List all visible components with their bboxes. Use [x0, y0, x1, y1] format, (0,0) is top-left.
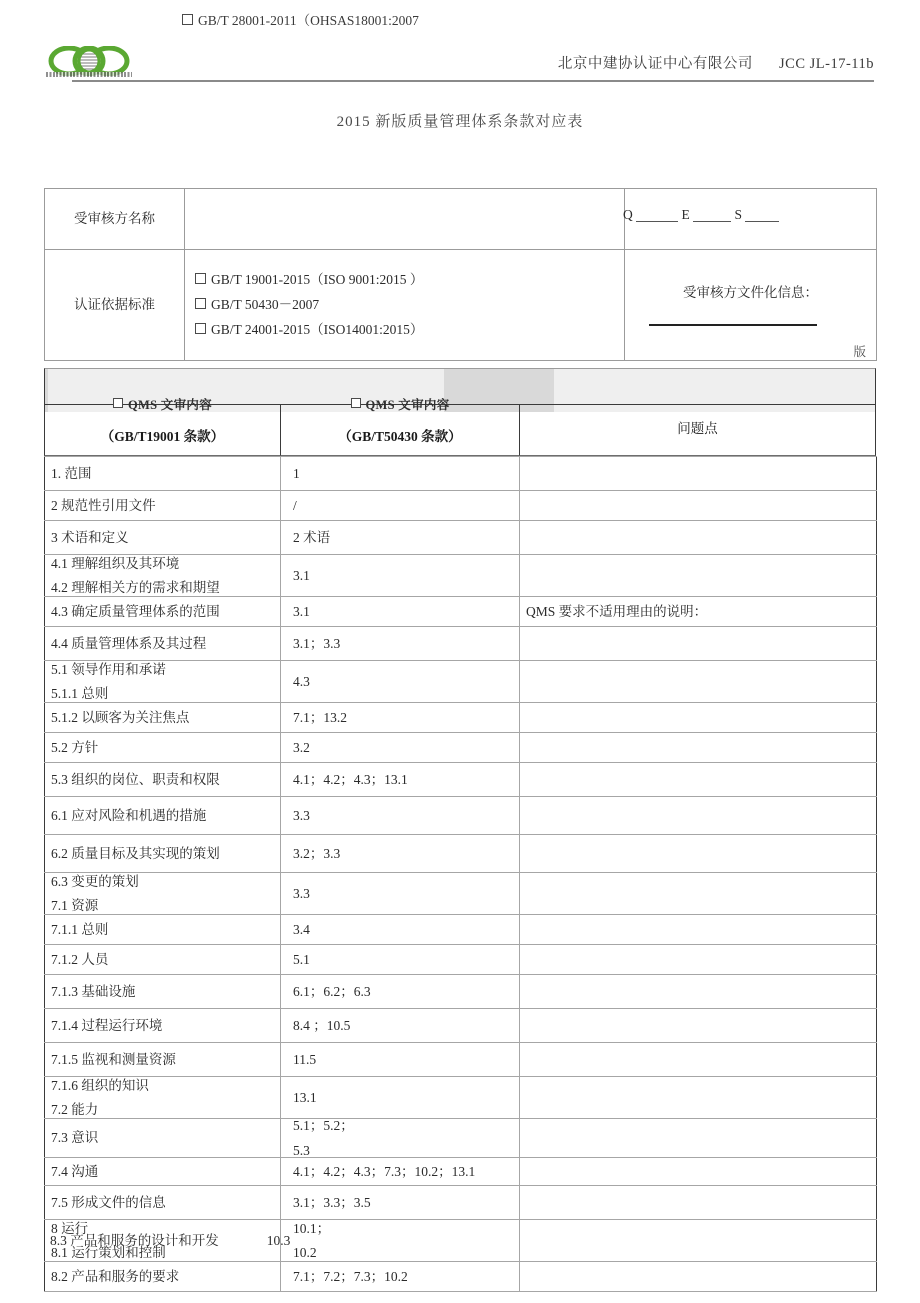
qes-selectors — [623, 206, 868, 232]
issue-note-cell[interactable] — [520, 915, 877, 945]
issue-note-cell[interactable] — [520, 835, 877, 873]
clause-50430-cell: 3.1；3.3；3.5 — [281, 1186, 520, 1220]
table-row — [45, 975, 877, 1009]
table-row — [45, 835, 877, 873]
issue-note-cell[interactable] — [520, 1077, 877, 1119]
clause-50430-cell: 3.3 — [281, 797, 520, 835]
issue-note-cell[interactable] — [520, 1158, 877, 1186]
standard-option-4[interactable] — [182, 9, 419, 29]
column-header-qms-19001 — [44, 398, 280, 456]
clause-50430-cell: 11.5 — [281, 1043, 520, 1077]
issue-note-cell[interactable] — [520, 1009, 877, 1043]
issue-note-cell[interactable] — [520, 1220, 877, 1262]
clause-50430-cell: 3.1 — [281, 555, 520, 597]
table-row — [45, 555, 877, 597]
header-divider — [72, 80, 874, 82]
issue-note-cell[interactable] — [520, 797, 877, 835]
clause-50430-cell-line2: 5.3 — [293, 1142, 310, 1158]
clause-50430-cell-line2: 10.2 — [293, 1245, 317, 1260]
issue-note-cell[interactable] — [520, 457, 877, 491]
clause-2015-cell: 7.4 沟通 — [45, 1158, 281, 1186]
table-row — [45, 915, 877, 945]
clause-2015-cell — [45, 661, 281, 703]
clause-2015-cell: 1. 范围 — [45, 457, 281, 491]
standard-label-4: GB/T 28001-2011（OHSAS18001:2007 — [198, 13, 419, 28]
clause-50430-cell: 3.1 — [281, 597, 520, 627]
org-name: 北京中建协认证中心有限公司 — [557, 56, 753, 72]
qes-q-blank[interactable] — [636, 206, 678, 222]
checkbox-icon[interactable] — [195, 273, 206, 284]
table-row — [45, 491, 877, 521]
col3-label: 问题点 — [677, 421, 718, 436]
clause-50430-cell: 5.1 — [281, 945, 520, 975]
clause-2015-cell: 7.1.1 总则 — [45, 915, 281, 945]
clause-2015-cell — [45, 555, 281, 597]
trailing-clause-label: 8.3 产品和服务的设计和开发 — [50, 1233, 219, 1248]
trailing-clause-row — [50, 1229, 290, 1249]
col1-top-label: QMS 文审内容 — [128, 398, 212, 412]
clause-2015-cell-line2: 7.1 资源 — [51, 898, 99, 913]
col2-sub-label: （GB/T50430 条款） — [338, 429, 462, 444]
col1-sub-label: （GB/T19001 条款） — [100, 429, 225, 444]
header-title-block — [558, 52, 874, 73]
table-row — [45, 1186, 877, 1220]
clause-2015-cell: 7.1.3 基础设施 — [45, 975, 281, 1009]
clause-50430-cell: 8.4 ；10.5 — [281, 1009, 520, 1043]
clause-2015-cell: 7.1.5 监视和测量资源 — [45, 1043, 281, 1077]
clause-2015-cell: 7.5 形成文件的信息 — [45, 1186, 281, 1220]
clause-50430-cell: 2 术语 — [281, 521, 520, 555]
table-row — [45, 1262, 877, 1292]
standards-row — [45, 250, 877, 361]
logo-caption-texture — [46, 72, 132, 77]
standard-label-1: GB/T 19001-2015（ISO 9001:2015 ） — [211, 271, 424, 287]
col2-top-label: QMS 文审内容 — [365, 398, 450, 412]
page-title: 2015 新版质量管理体系条款对应表 — [336, 114, 584, 130]
clause-2015-cell: 6.2 质量目标及其实现的策划 — [45, 835, 281, 873]
qes-e-label: E — [681, 207, 690, 222]
table-row — [45, 597, 877, 627]
standard-option-2[interactable] — [195, 296, 616, 314]
clause-2015-cell-line2: 7.2 能力 — [51, 1102, 99, 1117]
standard-basis-label: 认证依据标准 — [45, 250, 185, 361]
checkbox-icon[interactable] — [195, 323, 206, 334]
table-row — [45, 1158, 877, 1186]
clause-2015-cell: 5.3 组织的岗位、职责和权限 — [45, 763, 281, 797]
clause-50430-cell: 4.3 — [281, 661, 520, 703]
standard-option-1[interactable] — [195, 271, 616, 289]
qes-s-blank[interactable] — [745, 206, 779, 222]
col1-top-line — [45, 395, 280, 413]
table-row — [45, 457, 877, 491]
table-row — [45, 733, 877, 763]
clause-50430-cell-line1: 5.1；5.2； — [293, 1118, 354, 1133]
table-row — [45, 1043, 877, 1077]
clause-2015-cell: 4.4 质量管理体系及其过程 — [45, 627, 281, 661]
table-row — [45, 945, 877, 975]
checkbox-icon[interactable] — [182, 14, 193, 25]
clause-50430-cell: 3.2；3.3 — [281, 835, 520, 873]
clause-50430-cell: 1 — [281, 457, 520, 491]
clause-2015-cell-line2: 4.2 理解相关方的需求和期望 — [51, 580, 220, 595]
auditee-name-input[interactable] — [185, 189, 625, 250]
clause-2015-cell-line2: 8.1 运行策划和控制 — [51, 1245, 166, 1260]
issue-note-cell[interactable] — [520, 1262, 877, 1292]
qes-e-blank[interactable] — [693, 206, 731, 222]
clause-50430-cell: 4.1；4.2；4.3；7.3；10.2；13.1 — [281, 1158, 520, 1186]
issue-note-cell[interactable] — [520, 1043, 877, 1077]
clause-50430-cell — [281, 1119, 520, 1158]
docinfo-label: 受审核方文件化信息： — [683, 284, 818, 300]
auditee-name-row — [45, 189, 877, 250]
clause-2015-cell — [45, 873, 281, 915]
issue-note-cell[interactable] — [520, 733, 877, 763]
auditee-info-table — [44, 188, 877, 361]
clause-table-header — [44, 398, 876, 456]
column-header-issues — [519, 404, 876, 456]
clause-2015-cell: 5.2 方针 — [45, 733, 281, 763]
issue-note-cell[interactable] — [520, 873, 877, 915]
issue-note-cell[interactable]: QMS 要求不适用理由的说明： — [520, 597, 877, 627]
issue-note-cell[interactable] — [520, 763, 877, 797]
clause-2015-cell: 7.1.4 过程运行环境 — [45, 1009, 281, 1043]
table-row — [45, 627, 877, 661]
auditee-name-label: 受审核方名称 — [45, 189, 185, 250]
issue-note-cell[interactable] — [520, 627, 877, 661]
clause-2015-cell-line1: 7.1.6 组织的知识 — [51, 1077, 149, 1093]
issue-note-cell[interactable] — [520, 555, 877, 597]
clause-2015-cell-line1: 5.1 领导作用和承诺 — [51, 661, 166, 677]
issue-note-cell[interactable] — [520, 1186, 877, 1220]
page-header — [46, 44, 874, 84]
clause-2015-cell: 3 术语和定义 — [45, 521, 281, 555]
clause-50430-cell: 7.1；13.2 — [281, 703, 520, 733]
issue-note-cell[interactable] — [520, 945, 877, 975]
checkbox-icon[interactable] — [195, 298, 206, 309]
clause-2015-cell: 7.3 意识 — [45, 1119, 281, 1158]
qes-cell — [625, 189, 877, 250]
clause-2015-cell-line1: 8 运行 — [51, 1220, 89, 1236]
standard-label-3: GB/T 24001-2015（ISO14001:2015） — [211, 322, 424, 338]
clause-2015-cell: 4.3 确定质量管理体系的范围 — [45, 597, 281, 627]
clause-50430-cell: 3.3 — [281, 873, 520, 915]
doc-code: JCC JL-17-11b — [779, 56, 874, 72]
table-row — [45, 1009, 877, 1043]
issue-note-cell[interactable] — [520, 521, 877, 555]
clause-50430-cell: 3.4 — [281, 915, 520, 945]
qes-q-label: Q — [623, 207, 633, 222]
column-header-qms-50430 — [280, 398, 519, 456]
clause-2015-cell: 8.2 产品和服务的要求 — [45, 1262, 281, 1292]
clause-50430-cell: 7.1；7.2；7.3；10.2 — [281, 1262, 520, 1292]
issue-note-cell[interactable] — [520, 661, 877, 703]
table-row — [45, 521, 877, 555]
table-row — [45, 763, 877, 797]
clause-50430-cell: 13.1 — [281, 1077, 520, 1119]
docinfo-blank[interactable] — [649, 324, 817, 326]
clause-50430-cell: / — [281, 491, 520, 521]
clause-2015-cell: 7.1.2 人员 — [45, 945, 281, 975]
clause-2015-cell-line1: 6.3 变更的策划 — [51, 873, 139, 889]
clause-50430-cell: 4.1；4.2；4.3；13.1 — [281, 763, 520, 797]
clause-2015-cell: 5.1.2 以顾客为关注焦点 — [45, 703, 281, 733]
table-row — [45, 873, 877, 915]
checkbox-icon[interactable] — [351, 398, 361, 408]
clause-50430-cell: 3.1；3.3 — [281, 627, 520, 661]
clause-2015-cell: 2 规范性引用文件 — [45, 491, 281, 521]
standard-option-3[interactable] — [195, 321, 616, 339]
table-row — [45, 661, 877, 703]
qes-s-label: S — [734, 207, 743, 222]
clause-50430-cell — [281, 1220, 520, 1262]
issue-note-cell[interactable] — [520, 975, 877, 1009]
table-row — [45, 1119, 877, 1158]
clause-mapping-table — [44, 456, 877, 1292]
standards-list — [185, 250, 625, 361]
clause-2015-cell-line2: 5.1.1 总则 — [51, 686, 109, 701]
standard-label-2: GB/T 50430－2007 — [211, 296, 320, 312]
checkbox-icon[interactable] — [113, 398, 123, 408]
issue-note-cell[interactable] — [520, 491, 877, 521]
table-row — [45, 797, 877, 835]
clause-2015-cell — [45, 1077, 281, 1119]
clause-50430-cell: 3.2 — [281, 733, 520, 763]
issue-note-cell[interactable] — [520, 703, 877, 733]
table-row — [45, 703, 877, 733]
docinfo-cell — [625, 250, 877, 361]
clause-2015-cell: 6.1 应对风险和机遇的措施 — [45, 797, 281, 835]
issue-note-cell[interactable] — [520, 1119, 877, 1158]
clause-50430-cell: 6.1；6.2；6.3 — [281, 975, 520, 1009]
trailing-clause-value: 10.3 — [266, 1233, 291, 1248]
col2-top-line — [281, 395, 519, 413]
table-row — [45, 1077, 877, 1119]
clause-2015-cell-line1: 4.1 理解组织及其环境 — [51, 555, 180, 571]
clause-50430-cell-line1: 10.1； — [293, 1220, 331, 1236]
version-mark: 版 — [853, 345, 866, 360]
